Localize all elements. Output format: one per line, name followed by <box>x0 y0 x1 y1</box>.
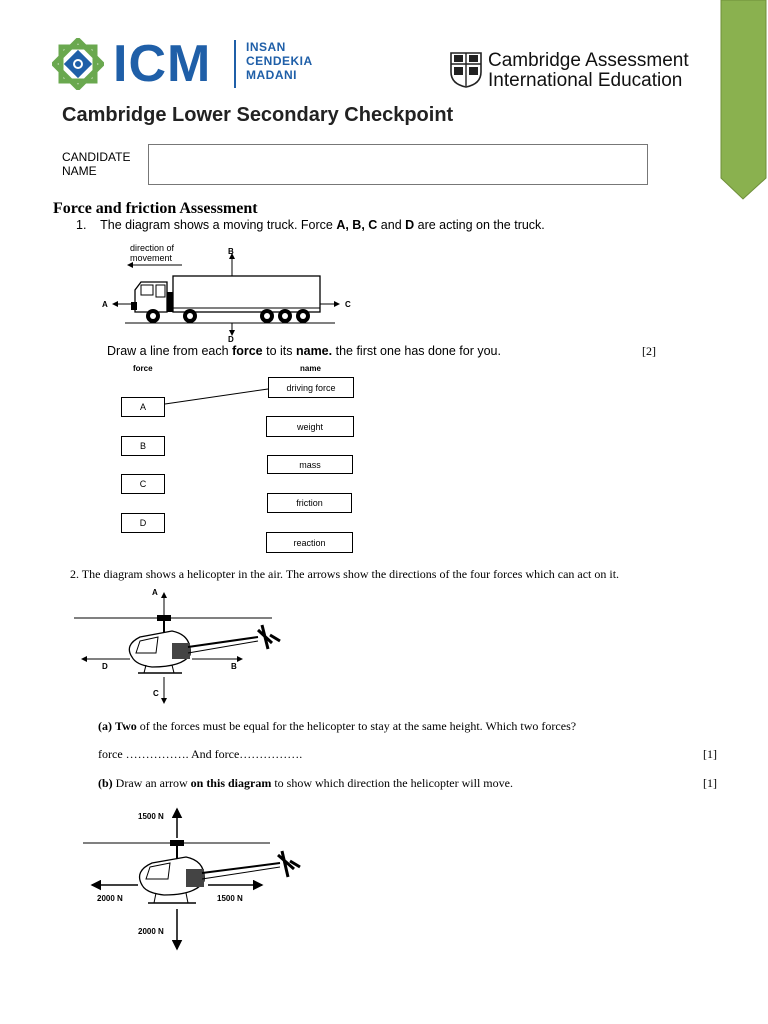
q1-instruction <box>107 344 501 358</box>
force-box-b[interactable]: B <box>121 436 165 456</box>
part-b-text <box>98 776 513 791</box>
truck-label-b: B <box>228 247 234 256</box>
q1-text-part: The diagram shows a moving truck. Force <box>100 218 337 232</box>
candidate-name-value <box>149 145 647 153</box>
cambridge-line-1: Cambridge Assessment <box>488 50 689 71</box>
icm-sub-line: CENDEKIA <box>246 54 313 68</box>
truck-label-c: C <box>345 300 351 309</box>
q1-instruction-part: Draw a line from each <box>107 344 233 358</box>
helicopter-diagram-1 <box>72 585 302 710</box>
helicopter-diagram-2[interactable] <box>80 805 310 955</box>
name-box-mass[interactable]: mass <box>267 455 353 474</box>
candidate-name-field[interactable] <box>148 144 648 185</box>
direction-label-line: movement <box>130 253 173 263</box>
part-b-label: (b) <box>98 776 113 790</box>
part-a-text <box>98 719 576 734</box>
heli-label-a: A <box>152 588 158 597</box>
page-title: Cambridge Lower Secondary Checkpoint <box>62 104 454 126</box>
heli-label-d: D <box>102 662 108 671</box>
q1-force-c: C <box>368 218 378 232</box>
question-number: 1. <box>76 218 87 232</box>
part-a-marks: [1] <box>703 747 717 761</box>
direction-label-line: direction of <box>130 243 175 253</box>
part-a-answer-line[interactable]: force ……………. And force……………. <box>98 747 303 761</box>
truck-label-a: A <box>102 300 108 309</box>
part-a-label: (a) <box>98 719 112 733</box>
part-b-bold: on this diagram <box>190 776 272 790</box>
q1-instruction-part: the first one has done for you. <box>332 344 501 358</box>
force-up-label: 1500 N <box>138 812 164 821</box>
cambridge-line-2: International Education <box>488 70 683 91</box>
heli-label-c: C <box>153 689 159 698</box>
q1-force-a: A, <box>336 218 353 232</box>
candidate-label-line: NAME <box>62 164 97 178</box>
question-1-text <box>76 218 545 232</box>
q1-instruction-bold: force <box>232 344 263 358</box>
force-down-label: 2000 N <box>138 927 164 936</box>
force-box-d[interactable]: D <box>121 513 165 533</box>
force-box-a[interactable]: A <box>121 397 165 417</box>
part-b-text-part: Draw an arrow <box>112 776 191 790</box>
part-b-text-part: to show which direction the helicopter will move. <box>271 776 513 790</box>
force-box-c[interactable]: C <box>121 474 165 494</box>
q1-force-d: D <box>405 218 415 232</box>
name-box-weight[interactable]: weight <box>266 416 354 437</box>
q1-marks: [2] <box>642 344 656 358</box>
cambridge-crest-icon <box>450 52 482 88</box>
icm-logo-text: ICM <box>113 35 212 93</box>
q1-instruction-part: to its <box>262 344 296 358</box>
bookmark-ribbon-icon <box>719 0 768 200</box>
direction-label <box>130 243 174 263</box>
truck-label-d: D <box>228 335 234 344</box>
icm-sub-line: INSAN <box>246 40 286 54</box>
name-box-friction[interactable]: friction <box>267 493 352 513</box>
section-title: Force and friction Assessment <box>53 200 258 217</box>
name-column-header: name <box>300 364 321 373</box>
logo-divider <box>234 40 236 88</box>
candidate-label-line: CANDIDATE <box>62 150 131 164</box>
icm-sub-line: MADANI <box>246 68 297 82</box>
heli-label-b: B <box>231 662 237 671</box>
q1-force-b: B, <box>352 218 369 232</box>
force-left-label: 2000 N <box>97 894 123 903</box>
q1-instruction-bold: name. <box>295 344 333 358</box>
question-2-text: 2. The diagram shows a helicopter in the air. The arrows show the directions of the four forces which can act on it. <box>70 567 620 581</box>
part-b-marks: [1] <box>703 776 717 790</box>
icm-subtitle <box>246 40 313 82</box>
q1-text-part: are acting on the truck. <box>414 218 545 232</box>
name-box-reaction[interactable]: reaction <box>266 532 353 553</box>
example-match-line <box>160 380 275 420</box>
part-a-bold: Two <box>115 719 137 733</box>
force-right-label: 1500 N <box>217 894 243 903</box>
q1-text-part: and <box>377 218 406 232</box>
icm-emblem-icon <box>52 38 104 90</box>
cambridge-logo-text <box>488 51 689 91</box>
candidate-name-label <box>62 150 130 178</box>
name-box-driving-force[interactable]: driving force <box>268 377 354 398</box>
force-column-header: force <box>133 364 153 373</box>
part-a-question: of the forces must be equal for the helicopter to stay at the same height. Which two forces? <box>136 719 577 733</box>
